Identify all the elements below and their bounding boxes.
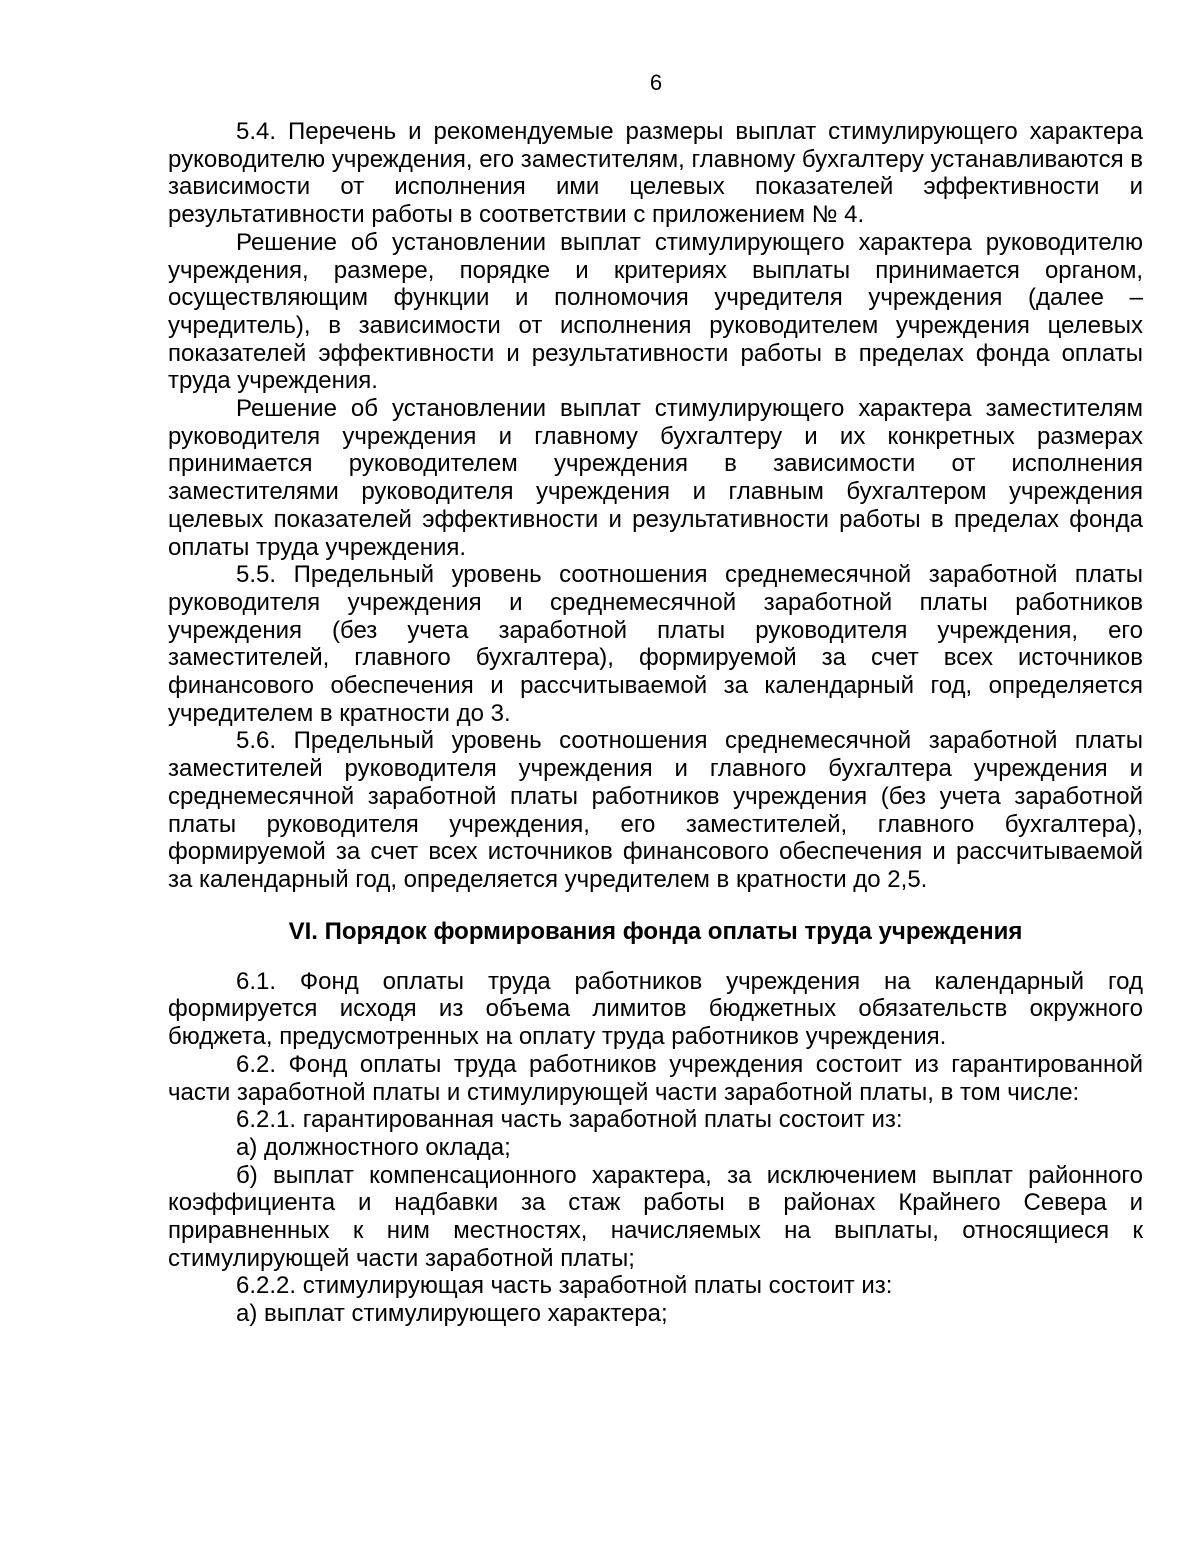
paragraph-6-2-1: 6.2.1. гарантированная часть заработной платы состоит из:	[236, 1106, 903, 1134]
paragraph-6-2: 6.2. Фонд оплаты труда работников учреждения состоит из гарантированной части заработной платы и стимулирующей части заработной платы, в том числе:	[168, 1050, 1143, 1106]
list-item-a-incentive: а) выплат стимулирующего характера;	[236, 1300, 668, 1328]
paragraph-5-5: 5.5. Предельный уровень соотношения среднемесячной заработной платы руководителя учреждения и среднемесячной заработной платы работников учреждения (без учета заработной платы руководителя учреждения, его заместителей, главного бухгалтера), формируемой за счет всех источников финансового обеспечения и рассчитываемой за календарный год, определяется учредителем в кратности до 3.	[168, 561, 1143, 727]
list-item-b-compensation: б) выплат компенсационного характера, за исключением выплат районного коэффициента и надбавки за стаж работы в районах Крайнего Севера и приравненных к ним местностях, начисляемых на выплаты, относящиеся к стимулирующей части заработной платы;	[168, 1161, 1143, 1272]
page-number: 6	[649, 70, 663, 95]
list-item-a-salary: а) должностного оклада;	[236, 1133, 511, 1161]
document-body	[168, 118, 1143, 1328]
paragraph-6-1: 6.1. Фонд оплаты труда работников учреждения на календарный год формируется исходя из объема лимитов бюджетных обязательств окружного бюджета, предусмотренных на оплату труда работников учреждения.	[168, 967, 1143, 1051]
paragraph-deputies-bonus-decision: Решение об установлении выплат стимулирующего характера заместителям руководителя учреждения и главному бухгалтеру и их конкретных размерах принимается руководителем учреждения в зависимости от исполнения заместителями руководителя учреждения и главным бухгалтером учреждения целевых показателей эффективности и результативности работы в пределах фонда оплаты труда учреждения.	[168, 395, 1143, 561]
paragraph-head-bonus-decision: Решение об установлении выплат стимулирующего характера руководителю учреждения, размере, порядке и критериях выплаты принимается органом, осуществляющим функции и полномочия учредителя учреждения (далее – учредитель), в зависимости от исполнения руководителем учреждения целевых показателей эффективности и результативности работы в пределах фонда оплаты труда учреждения.	[168, 228, 1143, 395]
section-heading-vi: VI. Порядок формирования фонда оплаты труда учреждения	[288, 917, 1023, 945]
paragraph-6-2-2: 6.2.2. стимулирующая часть заработной платы состоит из:	[236, 1272, 893, 1300]
paragraph-5-6: 5.6. Предельный уровень соотношения среднемесячной заработной платы заместителей руководителя учреждения и главного бухгалтера учреждения и среднемесячной заработной платы работников учреждения (без учета заработной платы руководителя учреждения, его заместителей, главного бухгалтера), формируемой за счет всех источников финансового обеспечения и рассчитываемой за календарный год, определяется учредителем в кратности до 2,5.	[168, 727, 1143, 893]
paragraph-5-4: 5.4. Перечень и рекомендуемые размеры выплат стимулирующего характера руководителю учреждения, его заместителям, главному бухгалтеру устанавливаются в зависимости от исполнения ими целевых показателей эффективности и результативности работы в соответствии с приложением № 4.	[168, 118, 1143, 229]
